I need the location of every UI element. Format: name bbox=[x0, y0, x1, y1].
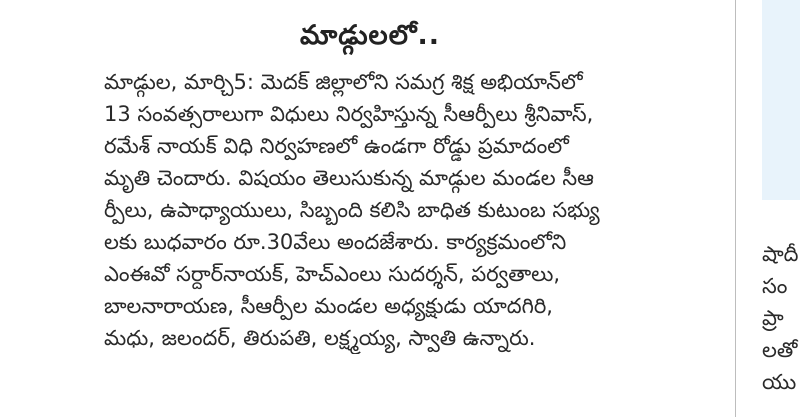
side-line: ప్రా bbox=[762, 306, 784, 330]
article-headline: మాడ్గులలో.. bbox=[300, 20, 440, 51]
side-line: యు bbox=[762, 370, 797, 394]
side-line: సం bbox=[762, 274, 788, 298]
article-line: రమేశ్ నాయక్ విధి నిర్వహణలో ఉండగా రోడ్డు ప్రమాదంలో bbox=[104, 134, 569, 158]
article-line: బాలనారాయణ, సీఆర్పీల మండల అధ్యక్షుడు యాదగిరి, bbox=[104, 294, 553, 318]
article-line: మాడ్గుల, మార్చి5: మెదక్ జిల్లాలోని సమగ్ర శిక్ష అభియాన్‌లో bbox=[104, 70, 583, 94]
adjacent-column-text bbox=[762, 238, 800, 398]
adjacent-blue-box bbox=[762, 0, 800, 200]
article-line: ఎంఈవో సర్దార్‌నాయక్, హెచ్‌ఎంలు సుదర్శన్, పర్వతాలు, bbox=[104, 262, 561, 286]
article-line: 13 సంవత్సరాలుగా విధులు నిర్వహిస్తున్న సీఆర్పీలు శ్రీనివాస్, bbox=[104, 102, 594, 126]
side-line: షాదీ bbox=[762, 242, 799, 266]
article-line: మధు, జలందర్, తిరుపతి, లక్ష్మయ్య, స్వాతి ఉన్నారు. bbox=[104, 326, 536, 350]
article-line: లకు బుధవారం రూ.30వేలు అందజేశారు. కార్యక్రమంలోని bbox=[104, 230, 567, 254]
article-line: ర్పీలు, ఉపాధ్యాయులు, సిబ్బంది కలిసి బాధిత కుటుంబ సభ్యు bbox=[104, 198, 600, 222]
side-line: లతో bbox=[762, 338, 798, 362]
article-body bbox=[104, 66, 724, 354]
article-line: మృతి చెందారు. విషయం తెలుసుకున్న మాడ్గుల మండల సీఆ bbox=[104, 166, 594, 190]
column-divider bbox=[735, 0, 736, 417]
